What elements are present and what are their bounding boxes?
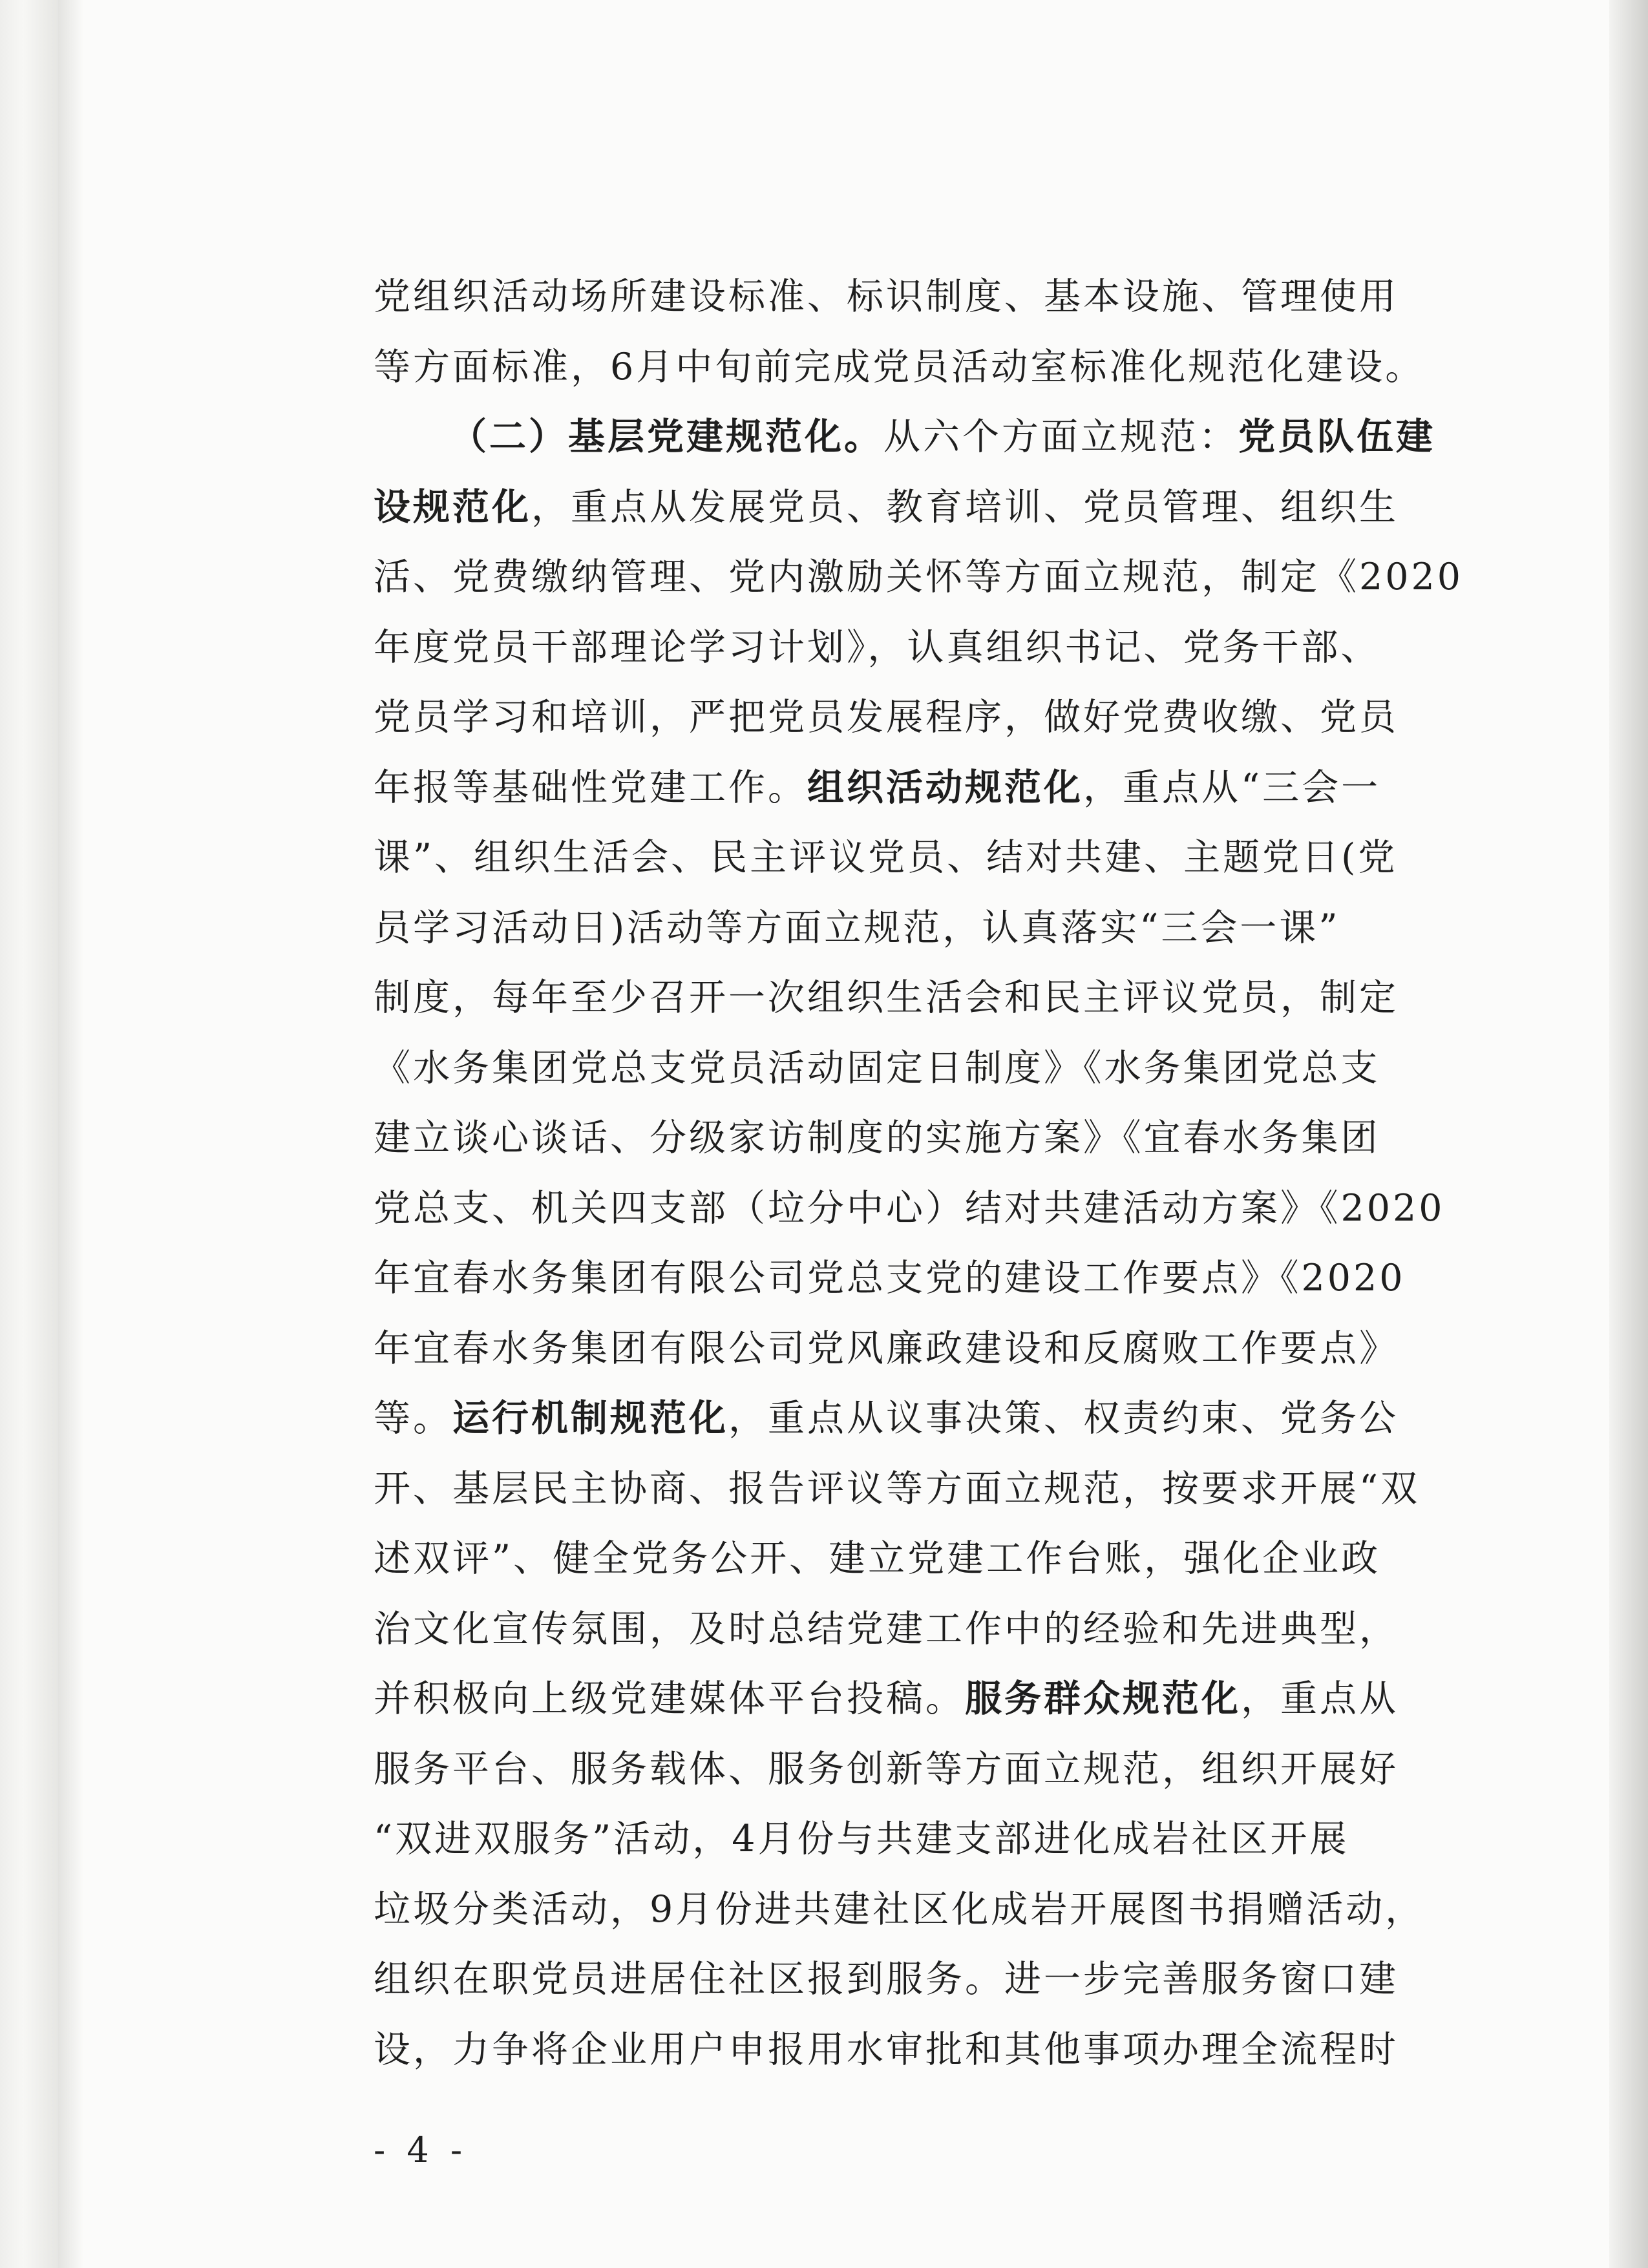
text-run: 年报等基础性党建工作。: [374, 766, 807, 809]
text-run: 服务平台、服务载体、服务创新等方面立规范，组织开展好: [374, 1747, 1399, 1790]
text-line: [374, 472, 1499, 543]
text-run: 治文化宣传氛围，及时总结党建工作中的经验和先进典型，: [374, 1607, 1399, 1650]
scanner-left-margin: [0, 0, 58, 2268]
bold-heading-text: 党员队伍建: [1238, 415, 1435, 458]
text-line: [374, 1944, 1499, 2015]
text-line: [374, 542, 1499, 613]
text-line: [374, 1033, 1499, 1104]
scanner-right-margin: [1609, 0, 1648, 2268]
bold-heading-text: 服务群众规范化: [965, 1677, 1241, 1720]
text-line: [374, 262, 1499, 332]
text-run: 等方面标准，6月中旬前完成党员活动室标准化规范化建设。: [374, 345, 1425, 388]
text-run: ，重点从议事决策、权责约束、党务公: [728, 1397, 1399, 1440]
text-line: [374, 823, 1499, 893]
text-line: [374, 1314, 1499, 1384]
text-line: [374, 1734, 1499, 1805]
text-run: 活、党费缴纳管理、党内激励关怀等方面立规范，制定《2020: [374, 556, 1464, 598]
text-run: 员学习活动日)活动等方面立规范，认真落实“三会一课”: [374, 906, 1340, 949]
text-run: 年度党员干部理论学习计划》，认真组织书记、党务干部、: [374, 625, 1380, 669]
text-run: 设，力争将企业用户申报用水审批和其他事项办理全流程时: [374, 2028, 1399, 2071]
stacked-page-edge: [58, 0, 84, 2268]
text-run: 年宜春水务集团有限公司党总支党的建设工作要点》《2020: [374, 1257, 1406, 1299]
text-run: 从六个方面立规范：: [883, 415, 1238, 458]
text-line: [374, 1103, 1499, 1173]
body-text: [374, 262, 1499, 2084]
text-run: 课”、组织生活会、民主评议党员、结对共建、主题党日(党: [374, 836, 1398, 879]
text-line: [374, 1383, 1499, 1454]
text-run: 《水务集团党总支党员活动固定日制度》《水务集团党总支: [374, 1046, 1380, 1089]
bold-heading-text: 运行机制规范化: [452, 1396, 728, 1440]
text-line: [374, 1594, 1499, 1664]
text-line: [374, 1804, 1499, 1874]
text-run: “双进双服务”活动，4月份与共建支部进化成岩社区开展: [374, 1818, 1349, 1860]
bold-heading-text: 组织活动规范化: [807, 765, 1083, 809]
text-line: [374, 682, 1499, 753]
text-line: [374, 1243, 1499, 1314]
text-line: [374, 1524, 1499, 1594]
text-run: 党组织活动场所建设标准、标识制度、基本设施、管理使用: [374, 275, 1399, 318]
text-line: [374, 893, 1499, 963]
text-run: 年宜春水务集团有限公司党风廉政建设和反腐败工作要点》: [374, 1327, 1399, 1370]
text-run: ，重点从: [1241, 1677, 1399, 1720]
page-number: - 4 -: [374, 2130, 468, 2170]
text-line: [374, 402, 1499, 472]
text-line: [374, 963, 1499, 1033]
bold-heading-text: 设规范化: [374, 485, 531, 529]
bold-heading-text: （二）基层党建规范化。: [450, 415, 883, 458]
text-line: [374, 1874, 1499, 1945]
text-run: 党总支、机关四支部（垃分中心）结对共建活动方案》《2020: [374, 1186, 1445, 1230]
text-run: 党员学习和培训，严把党员发展程序，做好党费收缴、党员: [374, 696, 1399, 739]
text-run: 开、基层民主协商、报告评议等方面立规范，按要求开展“双: [374, 1467, 1421, 1510]
text-line: [374, 1664, 1499, 1734]
text-run: 组织在职党员进居住社区报到服务。进一步完善服务窗口建: [374, 1958, 1399, 2000]
text-line: [374, 332, 1499, 403]
text-run: 建立谈心谈话、分级家访制度的实施方案》《宜春水务集团: [374, 1117, 1380, 1159]
text-line: [374, 1454, 1499, 1524]
text-run: ，重点从“三会一: [1083, 766, 1381, 809]
text-line: [374, 613, 1499, 683]
text-line: [374, 1173, 1499, 1244]
text-run: 并积极向上级党建媒体平台投稿。: [374, 1677, 965, 1720]
text-run: 等。: [374, 1397, 452, 1440]
text-run: 垃圾分类活动，9月份进共建社区化成岩开展图书捐赠活动，: [374, 1887, 1425, 1931]
text-run: 述双评”、健全党务公开、建立党建工作台账，强化企业政: [374, 1537, 1381, 1580]
text-line: [374, 2015, 1499, 2085]
text-run: ，重点从发展党员、教育培训、党员管理、组织生: [531, 485, 1399, 529]
text-run: 制度，每年至少召开一次组织生活会和民主评议党员，制定: [374, 976, 1399, 1019]
text-line: [374, 753, 1499, 823]
